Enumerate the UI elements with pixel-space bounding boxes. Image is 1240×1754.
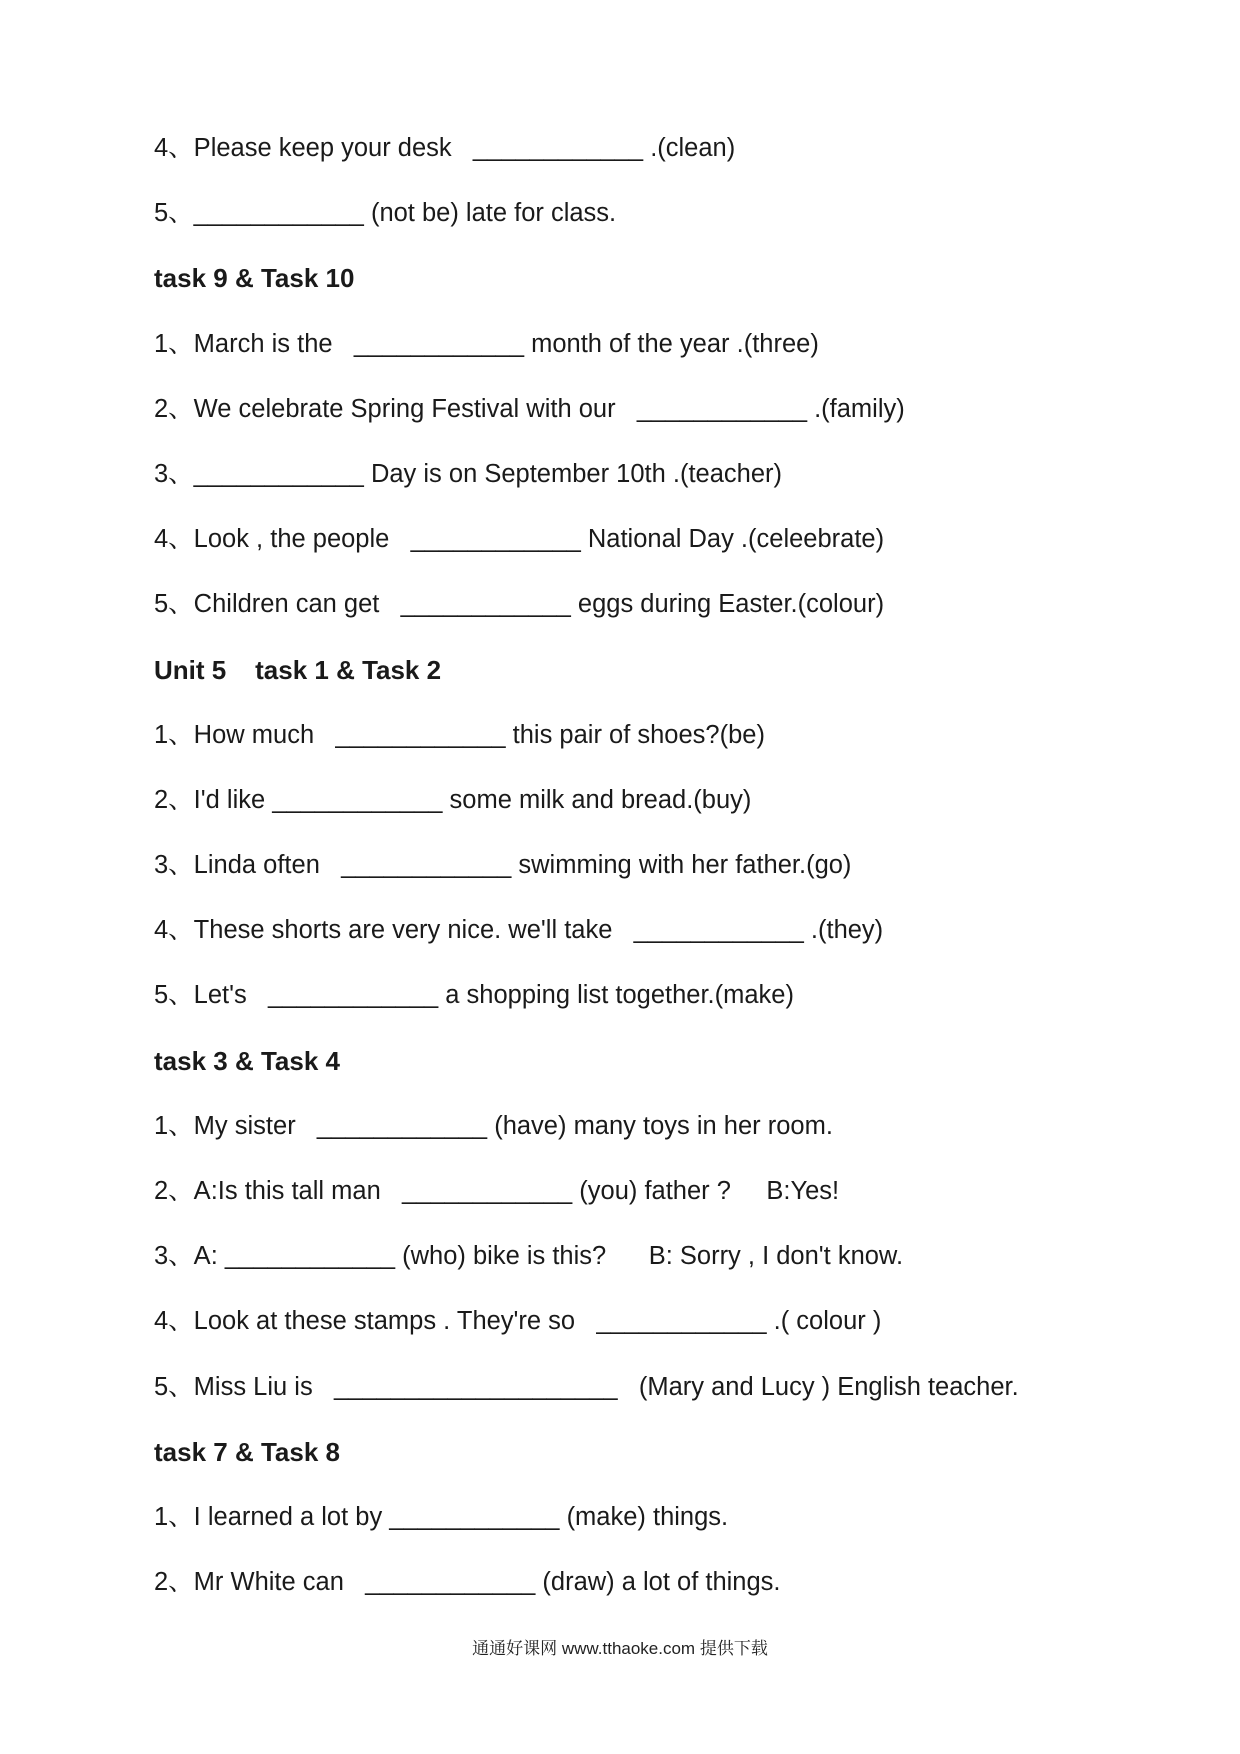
page-footer: 通通好课网 www.tthaoke.com 提供下载 [472,1639,768,1658]
exercise-line: 1、March is the ____________ month of the year .(three) [154,329,819,358]
exercise-line: 4、Look at these stamps . They're so ____________ .( colour ) [154,1307,882,1336]
exercise-line: 5、Miss Liu is ____________________ (Mary and Lucy ) English teacher. [154,1372,1019,1401]
section-heading: Unit 5 task 1 & Task 2 [154,654,442,685]
exercise-line: 2、We celebrate Spring Festival with our ____________ .(family) [154,394,905,423]
exercise-line: 5、____________ (not be) late for class. [154,199,617,228]
exercise-line: 2、Mr White can ____________ (draw) a lot of things. [154,1568,781,1597]
exercise-line: 4、Look , the people ____________ National Day .(celeebrate) [154,525,885,554]
exercise-line: 2、A:Is this tall man ____________ (you) father ? B:Yes! [154,1177,840,1205]
section-heading: task 3 & Task 4 [154,1045,340,1076]
section-heading: task 7 & Task 8 [154,1436,340,1467]
exercise-line: 3、A: ____________ (who) bike is this? B: Sorry , I don't know. [154,1242,904,1271]
exercise-line: 4、Please keep your desk ____________ .(clean) [154,134,736,162]
exercise-line: 1、How much ____________ this pair of shoes?(be) [154,720,765,749]
exercise-line: 3、____________ Day is on September 10th .(teacher) [154,459,782,488]
exercise-line: 1、My sister ____________ (have) many toys in her room. [154,1111,833,1140]
exercise-list [154,130,1114,1629]
exercise-line: 4、These shorts are very nice. we'll take ____________ .(they) [154,916,884,945]
exercise-line: 3、Linda often ____________ swimming with her father.(go) [154,851,852,880]
exercise-line: 5、Let's ____________ a shopping list together.(make) [154,981,794,1010]
exercise-line: 2、I'd like ____________ some milk and bread.(buy) [154,785,752,814]
exercise-line: 5、Children can get ____________ eggs during Easter.(colour) [154,590,885,619]
section-heading: task 9 & Task 10 [154,263,355,294]
exercise-line: 1、I learned a lot by ____________ (make) things. [154,1502,729,1531]
